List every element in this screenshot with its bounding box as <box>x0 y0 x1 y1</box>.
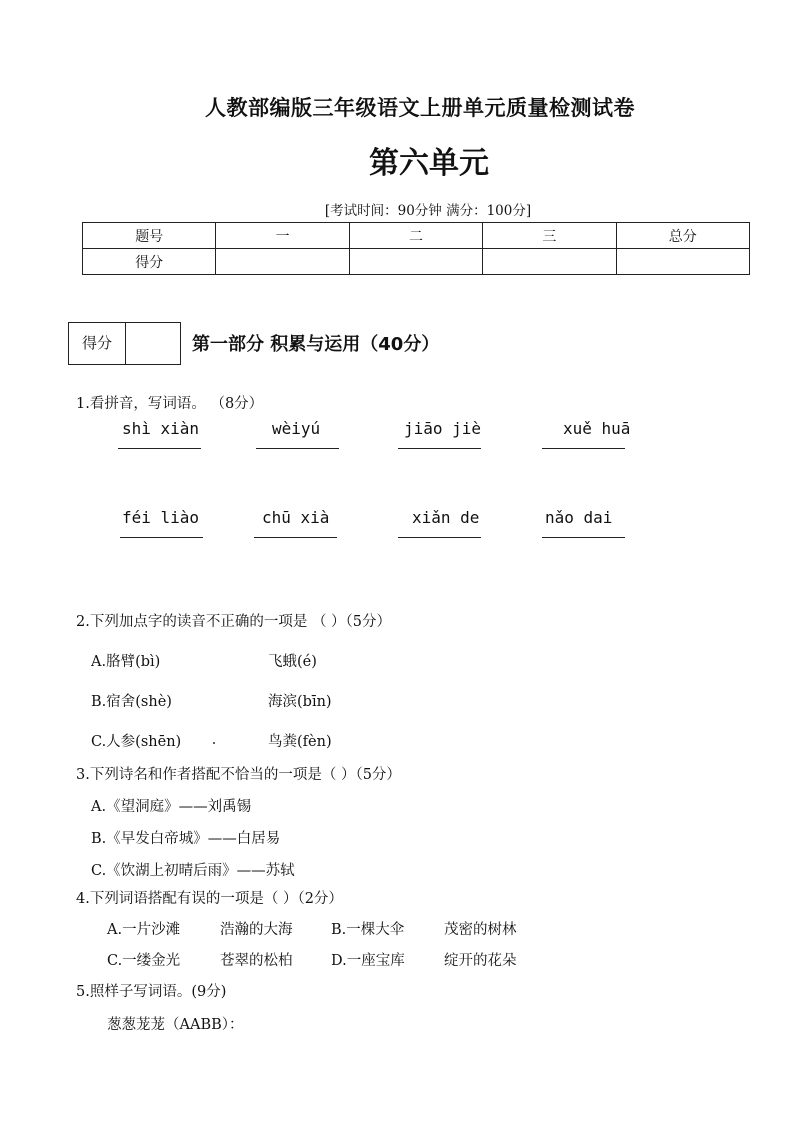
score-table-cell: 三 <box>483 223 616 249</box>
answer-line[interactable] <box>542 537 625 538</box>
q5-stem: 5.照样子写词语。(9分) <box>76 984 227 1000</box>
q1-stem: 1.看拼音，写词语。 （8分） <box>76 396 264 412</box>
score-entry-cell[interactable] <box>483 249 616 275</box>
part1-score-label: 得分 <box>69 323 126 364</box>
pinyin-item: jiāo jiè <box>404 419 482 438</box>
score-entry-cell[interactable] <box>616 249 749 275</box>
answer-line[interactable] <box>118 448 201 449</box>
pinyin-item: féi liào <box>122 508 200 527</box>
q3-option: B.《早发白帝城》——白居易 <box>91 831 281 847</box>
part1-title: 第一部分 积累与运用（40分） <box>192 334 440 355</box>
pinyin-item: chū xià <box>262 508 330 527</box>
q2-option: B.宿舍(shè) <box>91 694 172 710</box>
q3-option: A.《望洞庭》——刘禹锡 <box>91 799 252 815</box>
stray-dot <box>213 742 215 744</box>
answer-line[interactable] <box>542 448 625 449</box>
q4-stem: 4.下列词语搭配有误的一项是（ ）（2分） <box>76 891 343 907</box>
answer-line[interactable] <box>398 537 481 538</box>
part1-score-box <box>68 322 181 365</box>
answer-line[interactable] <box>254 537 337 538</box>
score-entry-cell[interactable] <box>349 249 482 275</box>
q3-option: C.《饮湖上初晴后雨》——苏轼 <box>91 863 295 879</box>
score-table-cell: 一 <box>216 223 349 249</box>
q2-option: 飞蛾(é) <box>268 654 317 670</box>
q3-stem: 3.下列诗名和作者搭配不恰当的一项是（ ）（5分） <box>76 767 401 783</box>
part1-score-entry[interactable] <box>126 323 180 364</box>
answer-line[interactable] <box>256 448 339 449</box>
score-table <box>82 222 750 275</box>
score-table-cell: 总分 <box>616 223 749 249</box>
score-table-cell: 二 <box>349 223 482 249</box>
pinyin-item: xiǎn de <box>412 508 480 527</box>
unit-title: 第六单元 <box>369 146 489 181</box>
q4-option: D.一座宝库 <box>331 953 405 969</box>
q4-option: B.一棵大伞 <box>331 922 405 938</box>
q2-option: 海滨(bīn) <box>268 694 332 710</box>
q2-option: A.胳臂(bì) <box>91 654 161 670</box>
score-entry-cell[interactable] <box>216 249 349 275</box>
q4-option: 绽开的花朵 <box>444 953 517 969</box>
q4-option: A.一片沙滩 <box>107 922 181 938</box>
q5-example: 葱葱茏茏（AABB）： <box>107 1017 244 1033</box>
score-table-cell: 题号 <box>83 223 216 249</box>
q2-stem: 2.下列加点字的读音不正确的一项是 （ ）（5分） <box>76 614 392 630</box>
paper-title: 人教部编版三年级语文上册单元质量检测试卷 <box>205 96 635 120</box>
q4-option: 苍翠的松柏 <box>220 953 293 969</box>
pinyin-item: shì xiàn <box>122 419 200 438</box>
answer-line[interactable] <box>398 448 481 449</box>
q2-option: 鸟粪(fèn) <box>268 734 332 750</box>
pinyin-item: xuě huā <box>563 419 631 438</box>
score-table-header-row <box>83 223 750 249</box>
q4-option: 浩瀚的大海 <box>220 922 293 938</box>
score-table-score-row <box>83 249 750 275</box>
pinyin-item: wèiyú <box>272 419 321 438</box>
q2-option: C.人参(shēn) <box>91 734 182 750</box>
q4-option: C.一缕金光 <box>107 953 181 969</box>
q4-option: 茂密的树林 <box>444 922 517 938</box>
exam-info: [考试时间：90分钟 满分：100分] <box>324 203 532 219</box>
answer-line[interactable] <box>120 537 203 538</box>
pinyin-item: nǎo dai <box>545 508 613 527</box>
score-table-cell: 得分 <box>83 249 216 275</box>
